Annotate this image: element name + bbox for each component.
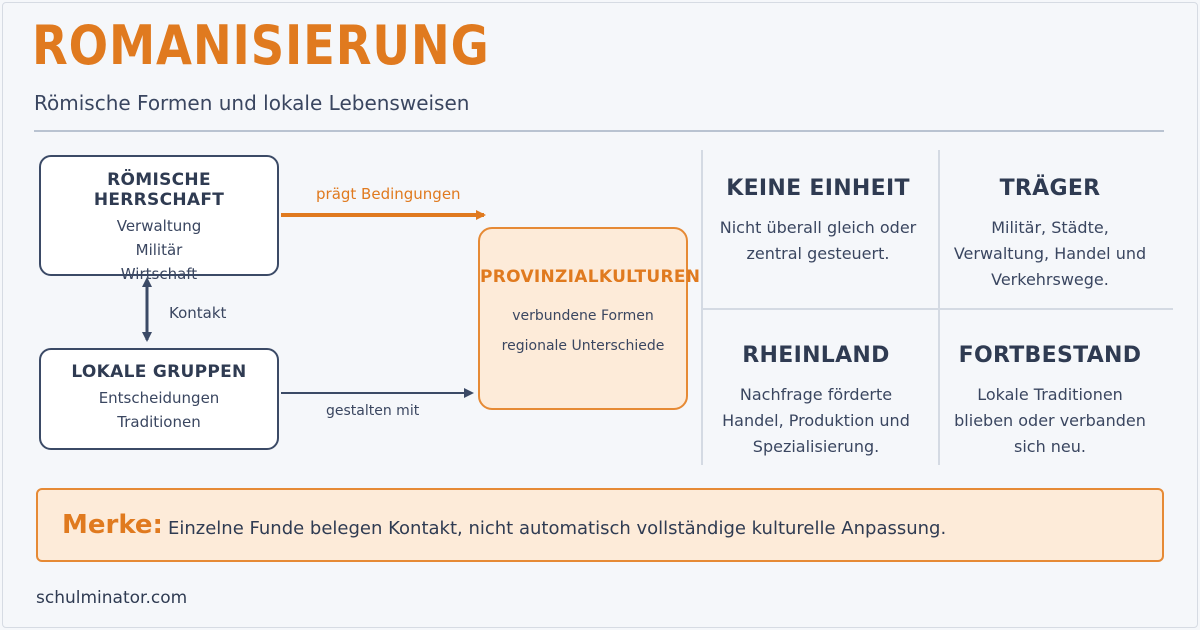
page-title: ROMANISIERUNG bbox=[32, 14, 490, 77]
edge-label-shape-with: gestalten mit bbox=[326, 403, 420, 419]
fact-card bbox=[932, 176, 1168, 293]
edge-label-contact: Kontakt bbox=[169, 304, 227, 322]
roman-rule-line: Militär bbox=[135, 241, 183, 259]
footer-site: schulminator.com bbox=[36, 588, 188, 608]
grid-line bbox=[703, 308, 1173, 310]
edge-label-shapes-conditions: prägt Bedingungen bbox=[316, 185, 461, 203]
roman-rule-line: Wirtschaft bbox=[120, 265, 198, 283]
fact-text: Verwaltung, Handel und bbox=[953, 244, 1147, 263]
fact-text: sich neu. bbox=[1013, 437, 1086, 456]
provincial-cultures-line: regionale Unterschiede bbox=[501, 338, 665, 354]
fact-title: FORTBESTAND bbox=[958, 343, 1142, 368]
local-groups-line: Traditionen bbox=[117, 413, 201, 431]
note-label: Merke: bbox=[62, 510, 163, 540]
provincial-cultures-title: PROVINZIALKULTUREN bbox=[480, 267, 701, 287]
fact-title: KEINE EINHEIT bbox=[726, 176, 910, 201]
fact-text: Spezialisierung. bbox=[752, 437, 880, 456]
provincial-cultures-box bbox=[478, 227, 701, 410]
fact-card bbox=[932, 343, 1168, 460]
note-box bbox=[36, 488, 1164, 562]
note-text: Einzelne Funde belegen Kontakt, nicht automatisch vollständige kulturelle Anpassung. bbox=[168, 518, 947, 539]
fact-text: blieben oder verbanden bbox=[954, 411, 1146, 430]
local-groups-box bbox=[39, 348, 279, 450]
roman-rule-title: RÖMISCHE HERRSCHAFT bbox=[93, 170, 225, 210]
fact-text: Nachfrage förderte bbox=[739, 385, 893, 404]
fact-text: Militär, Städte, bbox=[991, 218, 1109, 237]
fact-text: Nicht überall gleich oder bbox=[719, 218, 917, 237]
fact-text: Handel, Produktion und bbox=[722, 411, 910, 430]
fact-text: zentral gesteuert. bbox=[746, 244, 890, 263]
fact-text: Verkehrswege. bbox=[991, 270, 1109, 289]
roman-rule-box bbox=[39, 155, 279, 283]
page-subtitle: Römische Formen und lokale Lebensweisen bbox=[34, 91, 470, 115]
fact-title: RHEINLAND bbox=[742, 343, 890, 368]
fact-card bbox=[698, 343, 934, 460]
fact-card bbox=[700, 176, 936, 267]
fact-title: TRÄGER bbox=[999, 176, 1101, 201]
local-groups-title: LOKALE GRUPPEN bbox=[71, 362, 247, 382]
provincial-cultures-line: verbundene Formen bbox=[512, 308, 654, 324]
roman-rule-line: Verwaltung bbox=[116, 217, 202, 235]
local-groups-line: Entscheidungen bbox=[98, 389, 220, 407]
fact-text: Lokale Traditionen bbox=[977, 385, 1123, 404]
